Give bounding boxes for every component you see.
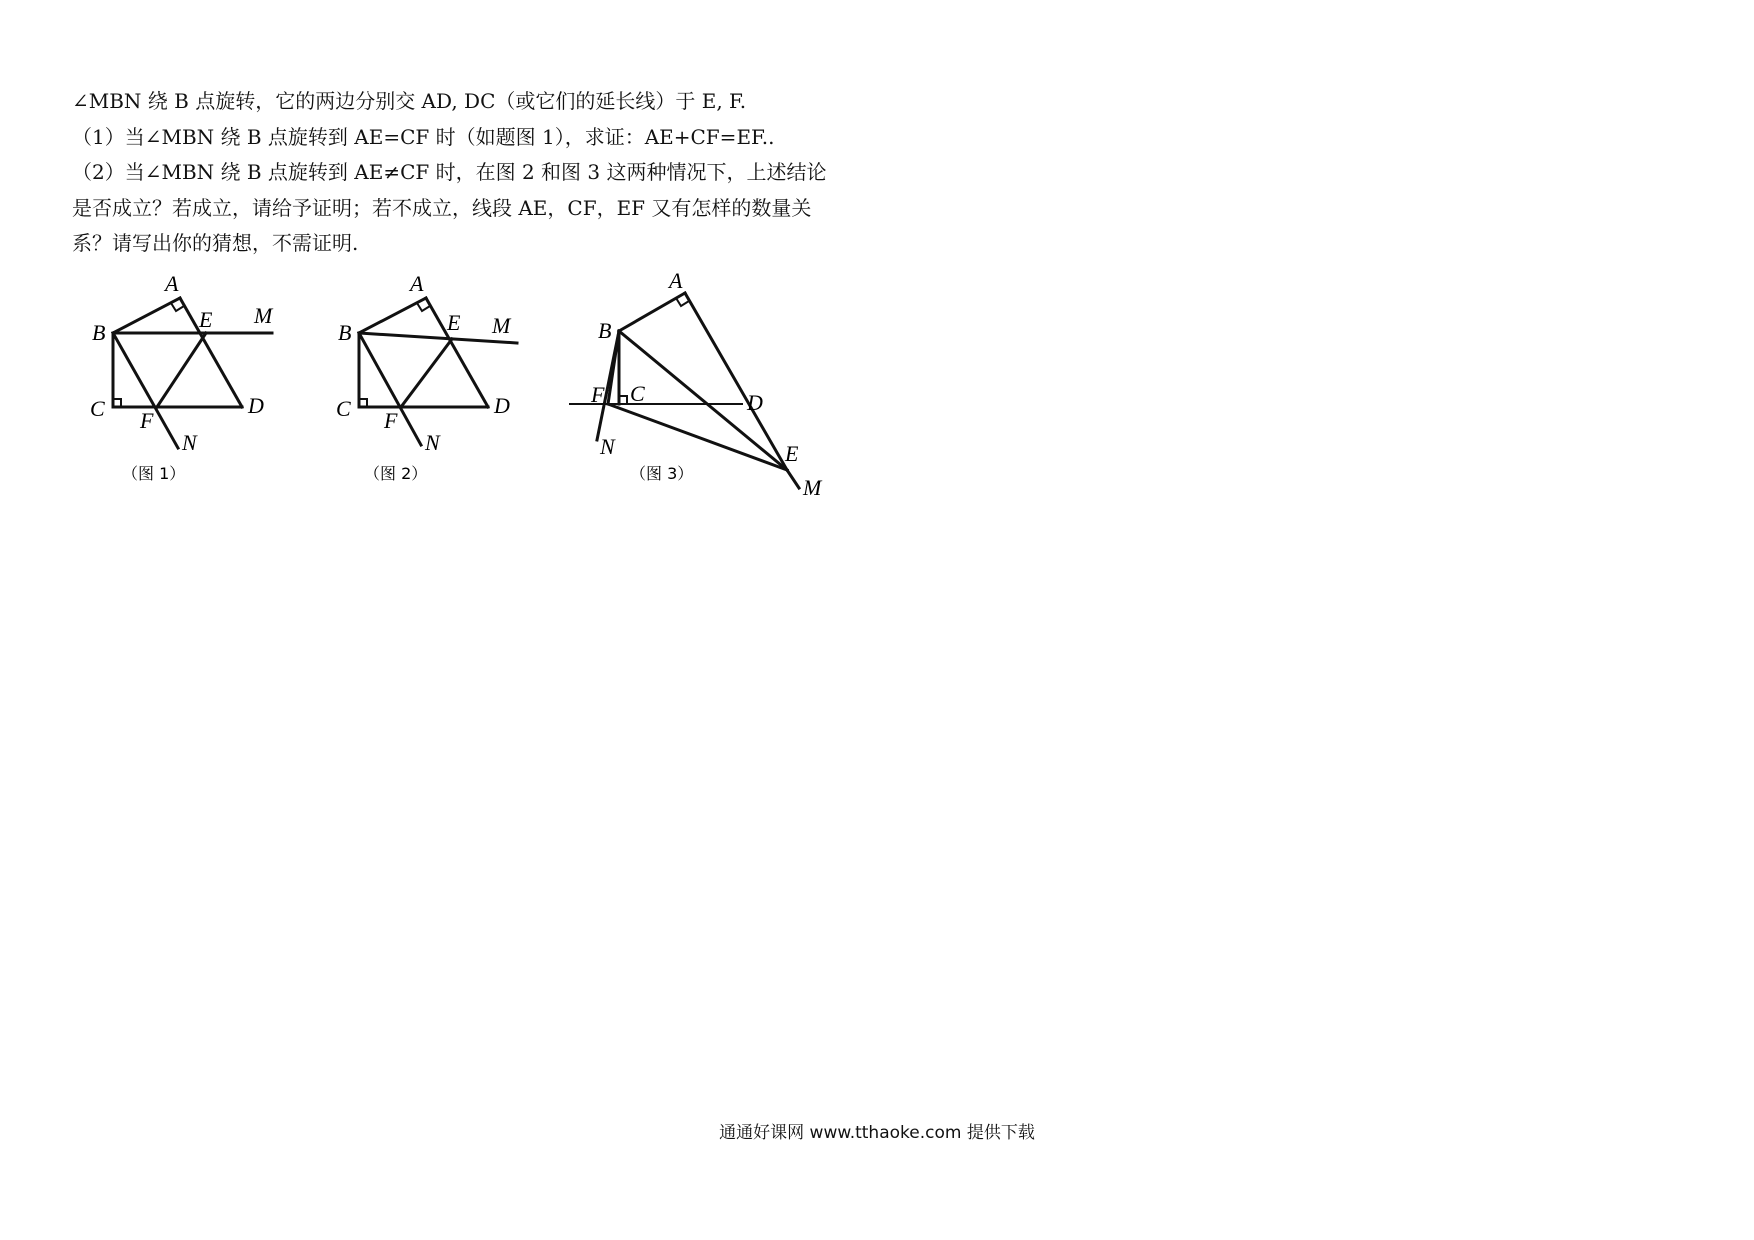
figure-2-diagram xyxy=(326,270,546,500)
fig3-label-f: F xyxy=(591,382,605,407)
fig3-label-m: M xyxy=(803,475,822,500)
figure-2 xyxy=(326,270,546,504)
fig2-label-n: N xyxy=(425,430,440,455)
fig2-label-b: B xyxy=(338,320,352,345)
fig3-label-b: B xyxy=(598,318,612,343)
fig1-label-f: F xyxy=(140,408,154,433)
fig2-label-f: F xyxy=(384,408,398,433)
figure-3 xyxy=(565,270,845,514)
fig3-label-a: A xyxy=(669,268,683,293)
figure-2-caption: （图 2） xyxy=(364,464,428,483)
fig3-label-d: D xyxy=(747,390,763,415)
fig1-label-e: E xyxy=(199,307,213,332)
fig1-label-a: A xyxy=(165,271,179,296)
fig2-label-c: C xyxy=(336,396,351,421)
fig1-label-c: C xyxy=(90,396,105,421)
figure-1-caption: （图 1） xyxy=(122,464,186,483)
fig2-label-e: E xyxy=(447,310,461,335)
fig3-label-c: C xyxy=(630,381,645,406)
figure-1 xyxy=(80,270,300,504)
problem-text xyxy=(72,84,872,262)
figure-3-caption: （图 3） xyxy=(630,464,694,483)
problem-line-5: 系？请写出你的猜想，不需证明. xyxy=(72,231,359,255)
fig1-label-m: M xyxy=(254,303,273,328)
fig1-label-d: D xyxy=(248,393,264,418)
problem-line-2: （1）当∠MBN 绕 B 点旋转到 AE=CF 时（如题图 1），求证：AE+CF=EF.. xyxy=(72,124,775,149)
problem-line-1: ∠MBN 绕 B 点旋转，它的两边分别交 AD, DC（或它们的延长线）于 E, F. xyxy=(72,89,747,113)
figure-3-diagram xyxy=(565,270,845,510)
fig1-label-n: N xyxy=(182,430,197,455)
footer-credit: 通通好课网 www.tthaoke.com 提供下载 xyxy=(719,1123,1035,1143)
problem-line-4: 是否成立？若成立，请给予证明；若不成立，线段 AE，CF，EF 又有怎样的数量关 xyxy=(72,195,812,220)
fig2-label-a: A xyxy=(410,271,424,296)
figure-1-diagram xyxy=(80,270,300,500)
fig3-label-n: N xyxy=(600,434,615,459)
fig3-label-e: E xyxy=(785,441,799,466)
problem-line-3: （2）当∠MBN 绕 B 点旋转到 AE≠CF 时，在图 2 和图 3 这两种情况下，上述结论 xyxy=(72,160,827,184)
fig2-label-d: D xyxy=(494,393,510,418)
fig2-label-m: M xyxy=(492,313,511,338)
fig1-label-b: B xyxy=(92,320,106,345)
